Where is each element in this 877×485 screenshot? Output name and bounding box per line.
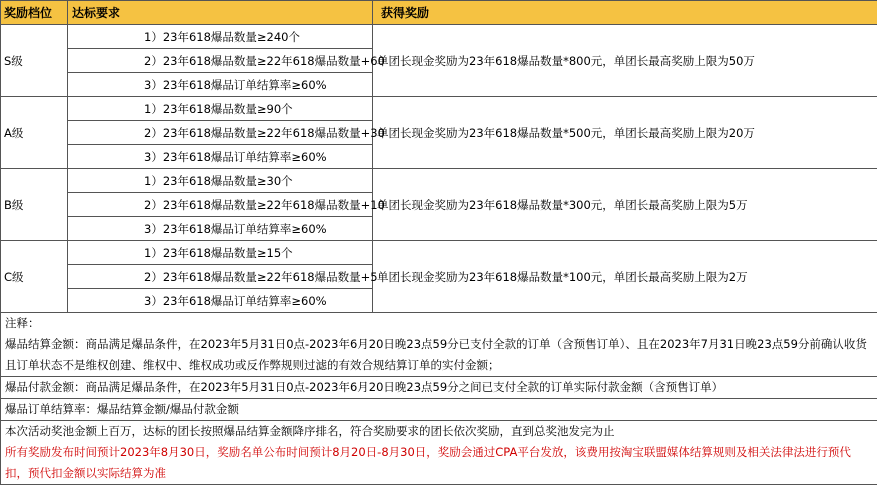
tier-reward: 单团长现金奖励为23年618爆品数量*800元，单团长最高奖励上限为50万: [373, 25, 877, 97]
table-row: [1, 97, 877, 121]
tier-requirement: 2）23年618爆品数量≥22年618爆品数量+10: [68, 193, 373, 217]
tier-requirement: 2）23年618爆品数量≥22年618爆品数量+5: [68, 265, 373, 289]
header-reward: 获得奖励: [373, 1, 877, 25]
tier-requirement: 1）23年618爆品数量≥240个: [68, 25, 373, 49]
table-row: [1, 169, 877, 193]
notes-cell: [1, 313, 877, 377]
tier-requirement: 1）23年618爆品数量≥15个: [68, 241, 373, 265]
tier-level: S级: [1, 25, 68, 97]
table-header-row: [1, 1, 877, 25]
tier-requirement: 2）23年618爆品数量≥22年618爆品数量+60: [68, 49, 373, 73]
note-payment-amount: 爆品付款金额：商品满足爆品条件，在2023年5月31日0点-2023年6月20日晚23点59分之间已支付全款的订单实际付款金额（含预售订单）: [1, 377, 877, 399]
tier-requirement: 3）23年618爆品订单结算率≥60%: [68, 217, 373, 241]
tier-reward: 单团长现金奖励为23年618爆品数量*100元，单团长最高奖励上限为2万: [373, 241, 877, 313]
tier-level: B级: [1, 169, 68, 241]
notes-label: 注释：: [5, 313, 873, 334]
notes-cell: [1, 421, 877, 485]
header-requirement: 达标要求: [68, 1, 373, 25]
tier-reward: 单团长现金奖励为23年618爆品数量*500元，单团长最高奖励上限为20万: [373, 97, 877, 169]
tier-requirement: 3）23年618爆品订单结算率≥60%: [68, 145, 373, 169]
tier-reward: 单团长现金奖励为23年618爆品数量*300元，单团长最高奖励上限为5万: [373, 169, 877, 241]
note-settlement-amount: 爆品结算金额：商品满足爆品条件，在2023年5月31日0点-2023年6月20日晚23点59分已支付全款的订单（含预售订单）、且在2023年7月31日晚23点59分前确认收货且订单状态不是维权创建、维权中、维权成功或反作弊规则过滤的有效合规结算订单的实付金额；: [5, 334, 873, 376]
table-row: [1, 25, 877, 49]
note-red-notice: 所有奖励发布时间预计2023年8月30日，奖励名单公布时间预计8月20日-8月30日，奖励会通过CPA平台发放，该费用按淘宝联盟媒体结算规则及相关法律法进行预代扣，预代扣金额以实际结算为准: [5, 442, 873, 484]
tier-level: C级: [1, 241, 68, 313]
tier-requirement: 3）23年618爆品订单结算率≥60%: [68, 289, 373, 313]
note-settlement-rate: 爆品订单结算率：爆品结算金额/爆品付款金额: [1, 399, 877, 421]
notes-row: [1, 399, 877, 421]
note-pool: 本次活动奖池金额上百万，达标的团长按照爆品结算金额降序排名，符合奖励要求的团长依次奖励，直到总奖池发完为止: [5, 421, 873, 442]
table-row: [1, 241, 877, 265]
tier-requirement: 1）23年618爆品数量≥30个: [68, 169, 373, 193]
header-level: 奖励档位: [1, 1, 68, 25]
tier-requirement: 3）23年618爆品订单结算率≥60%: [68, 73, 373, 97]
notes-row: [1, 421, 877, 485]
tier-requirement: 2）23年618爆品数量≥22年618爆品数量+30: [68, 121, 373, 145]
notes-row: [1, 313, 877, 377]
tier-level: A级: [1, 97, 68, 169]
notes-row: [1, 377, 877, 399]
tier-requirement: 1）23年618爆品数量≥90个: [68, 97, 373, 121]
